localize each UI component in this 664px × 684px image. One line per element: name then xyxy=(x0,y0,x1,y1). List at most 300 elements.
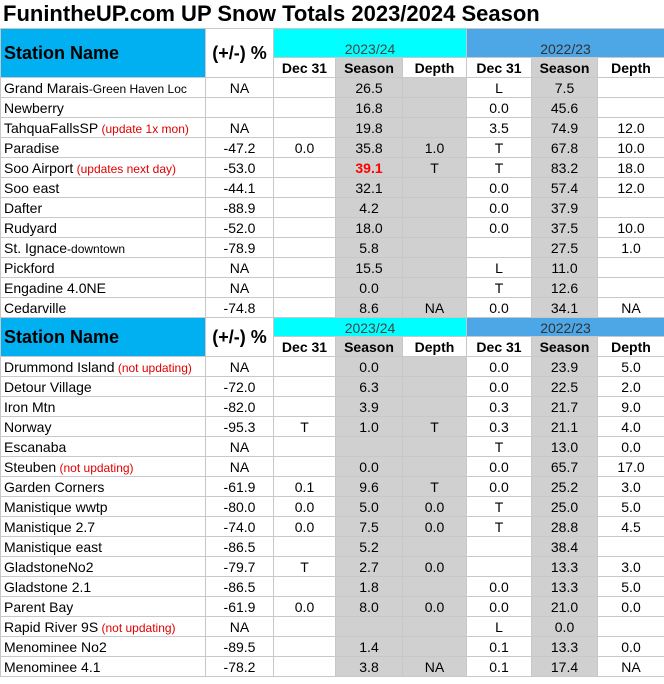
station-name: Soo east xyxy=(4,179,60,196)
previous-depth-cell: 17.0 xyxy=(598,457,664,477)
pct-header: (+/-) % xyxy=(206,318,274,357)
previous-dec31-cell: T xyxy=(467,138,532,158)
current-season-cell: 39.1 xyxy=(336,158,403,178)
current-dec31-cell xyxy=(274,637,336,657)
station-row xyxy=(1,577,664,597)
pct-cell: -53.0 xyxy=(206,158,274,178)
previous-season-cell: 13.3 xyxy=(532,557,598,577)
station-name: Manistique east xyxy=(4,538,103,555)
station-name: Engadine 4.0NE xyxy=(4,279,106,296)
station-row xyxy=(1,397,664,417)
station-name: Pickford xyxy=(4,259,55,276)
current-dec31-cell xyxy=(274,457,336,477)
current-season-cell: 26.5 xyxy=(336,78,403,98)
previous-season-cell: 23.9 xyxy=(532,357,598,377)
previous-depth-cell: 10.0 xyxy=(598,218,664,238)
current-depth-cell: NA xyxy=(403,298,467,318)
current-dec31-cell: 0.1 xyxy=(274,477,336,497)
pct-cell: NA xyxy=(206,78,274,98)
station-name-cell xyxy=(1,98,206,118)
current-depth-cell xyxy=(403,357,467,377)
previous-depth-cell xyxy=(598,198,664,218)
current-depth-cell: T xyxy=(403,158,467,178)
station-name-cell xyxy=(1,637,206,657)
column-header: Dec 31 xyxy=(274,337,336,357)
current-dec31-cell xyxy=(274,537,336,557)
station-row xyxy=(1,437,664,457)
pct-cell: -74.0 xyxy=(206,517,274,537)
current-depth-cell xyxy=(403,577,467,597)
previous-season-cell: 21.1 xyxy=(532,417,598,437)
previous-depth-cell: 1.0 xyxy=(598,238,664,258)
previous-season-cell: 21.7 xyxy=(532,397,598,417)
previous-depth-cell xyxy=(598,537,664,557)
previous-season-cell: 74.9 xyxy=(532,118,598,138)
current-dec31-cell xyxy=(274,577,336,597)
current-dec31-cell xyxy=(274,98,336,118)
current-season-cell xyxy=(336,617,403,637)
station-note: (update 1x mon) xyxy=(98,121,189,136)
current-dec31-cell: 0.0 xyxy=(274,138,336,158)
year-current-header: 2023/24 xyxy=(274,29,467,58)
previous-dec31-cell: L xyxy=(467,617,532,637)
station-name-cell xyxy=(1,497,206,517)
station-note: -Green Haven Loc xyxy=(88,81,187,96)
column-header: Depth xyxy=(403,58,467,78)
current-season-cell: 1.0 xyxy=(336,417,403,437)
previous-season-cell: 25.0 xyxy=(532,497,598,517)
column-header: Depth xyxy=(598,337,664,357)
current-dec31-cell: T xyxy=(274,557,336,577)
current-dec31-cell xyxy=(274,357,336,377)
current-season-cell: 1.8 xyxy=(336,577,403,597)
station-name: Iron Mtn xyxy=(4,398,56,415)
station-note: -downtown xyxy=(67,241,126,256)
column-header: Dec 31 xyxy=(467,58,532,78)
current-depth-cell: 0.0 xyxy=(403,597,467,617)
previous-season-cell: 21.0 xyxy=(532,597,598,617)
pct-cell: -47.2 xyxy=(206,138,274,158)
previous-depth-cell: 5.0 xyxy=(598,497,664,517)
station-note: (not updating) xyxy=(98,620,176,635)
column-header: Season xyxy=(532,337,598,357)
station-name-cell xyxy=(1,118,206,138)
station-name: Drummond Island xyxy=(4,358,115,375)
current-dec31-cell xyxy=(274,657,336,677)
current-season-cell: 0.0 xyxy=(336,357,403,377)
station-name: Manistique 2.7 xyxy=(4,518,96,535)
station-name: Menominee No2 xyxy=(4,638,107,655)
current-dec31-cell xyxy=(274,158,336,178)
current-dec31-cell xyxy=(274,617,336,637)
previous-depth-cell: 12.0 xyxy=(598,118,664,138)
previous-depth-cell: 18.0 xyxy=(598,158,664,178)
current-depth-cell: 1.0 xyxy=(403,138,467,158)
current-dec31-cell: 0.0 xyxy=(274,497,336,517)
previous-dec31-cell: 0.0 xyxy=(467,477,532,497)
pct-cell: -52.0 xyxy=(206,218,274,238)
previous-dec31-cell: 0.0 xyxy=(467,357,532,377)
page-title: FunintheUP.com UP Snow Totals 2023/2024 Season xyxy=(3,1,540,26)
previous-dec31-cell: 0.0 xyxy=(467,597,532,617)
previous-season-cell: 38.4 xyxy=(532,537,598,557)
station-row xyxy=(1,98,664,118)
previous-season-cell: 27.5 xyxy=(532,238,598,258)
current-season-cell: 6.3 xyxy=(336,377,403,397)
station-name-header: Station Name xyxy=(1,29,206,78)
previous-season-cell: 67.8 xyxy=(532,138,598,158)
current-dec31-cell xyxy=(274,218,336,238)
current-season-cell: 7.5 xyxy=(336,517,403,537)
previous-depth-cell xyxy=(598,278,664,298)
current-depth-cell xyxy=(403,537,467,557)
station-name-cell xyxy=(1,377,206,397)
previous-season-cell: 0.0 xyxy=(532,617,598,637)
current-season-cell: 0.0 xyxy=(336,278,403,298)
station-row xyxy=(1,457,664,477)
station-row xyxy=(1,377,664,397)
previous-depth-cell xyxy=(598,78,664,98)
station-name-cell xyxy=(1,617,206,637)
station-name: Steuben xyxy=(4,458,57,475)
current-season-cell: 5.8 xyxy=(336,238,403,258)
column-header: Season xyxy=(336,58,403,78)
previous-season-cell: 28.8 xyxy=(532,517,598,537)
current-dec31-cell xyxy=(274,397,336,417)
current-depth-cell xyxy=(403,78,467,98)
current-season-cell xyxy=(336,437,403,457)
station-name-cell xyxy=(1,437,206,457)
current-season-cell: 5.2 xyxy=(336,537,403,557)
previous-dec31-cell: 0.3 xyxy=(467,417,532,437)
column-header: Season xyxy=(532,58,598,78)
previous-depth-cell xyxy=(598,617,664,637)
station-name: Gladstone 2.1 xyxy=(4,578,92,595)
previous-dec31-cell xyxy=(467,238,532,258)
current-depth-cell xyxy=(403,178,467,198)
current-depth-cell xyxy=(403,637,467,657)
station-name-cell xyxy=(1,198,206,218)
station-name-cell xyxy=(1,597,206,617)
station-name-cell xyxy=(1,417,206,437)
current-dec31-cell xyxy=(274,377,336,397)
station-row xyxy=(1,218,664,238)
station-name-cell xyxy=(1,557,206,577)
column-header: Season xyxy=(336,337,403,357)
pct-cell: -78.9 xyxy=(206,238,274,258)
station-row xyxy=(1,597,664,617)
previous-season-cell: 25.2 xyxy=(532,477,598,497)
current-season-cell: 5.0 xyxy=(336,497,403,517)
previous-season-cell: 22.5 xyxy=(532,377,598,397)
current-dec31-cell xyxy=(274,178,336,198)
year-header-row xyxy=(1,29,664,58)
station-name: GladstoneNo2 xyxy=(4,558,94,575)
station-name: Garden Corners xyxy=(4,478,105,495)
previous-season-cell: 13.3 xyxy=(532,637,598,657)
previous-dec31-cell xyxy=(467,557,532,577)
previous-depth-cell: 3.0 xyxy=(598,557,664,577)
pct-cell: NA xyxy=(206,617,274,637)
current-depth-cell xyxy=(403,238,467,258)
previous-season-cell: 13.0 xyxy=(532,437,598,457)
station-row xyxy=(1,617,664,637)
current-dec31-cell xyxy=(274,278,336,298)
previous-season-cell: 7.5 xyxy=(532,78,598,98)
station-row xyxy=(1,118,664,138)
current-season-cell: 4.2 xyxy=(336,198,403,218)
station-row xyxy=(1,417,664,437)
current-dec31-cell xyxy=(274,78,336,98)
previous-season-cell: 37.9 xyxy=(532,198,598,218)
pct-cell: -79.7 xyxy=(206,557,274,577)
pct-header: (+/-) % xyxy=(206,29,274,78)
current-season-cell: 32.1 xyxy=(336,178,403,198)
station-name-cell xyxy=(1,657,206,677)
station-name: Menominee 4.1 xyxy=(4,658,101,675)
previous-dec31-cell: T xyxy=(467,278,532,298)
previous-dec31-cell: 3.5 xyxy=(467,118,532,138)
current-depth-cell: T xyxy=(403,417,467,437)
current-dec31-cell: 0.0 xyxy=(274,597,336,617)
previous-depth-cell: 5.0 xyxy=(598,577,664,597)
current-depth-cell xyxy=(403,377,467,397)
current-season-cell: 19.8 xyxy=(336,118,403,138)
current-dec31-cell xyxy=(274,437,336,457)
pct-cell: NA xyxy=(206,118,274,138)
pct-cell: -89.5 xyxy=(206,637,274,657)
station-name-cell xyxy=(1,218,206,238)
pct-cell: -72.0 xyxy=(206,377,274,397)
previous-depth-cell xyxy=(598,258,664,278)
previous-depth-cell: NA xyxy=(598,298,664,318)
pct-cell: -61.9 xyxy=(206,477,274,497)
previous-depth-cell: 10.0 xyxy=(598,138,664,158)
station-name: TahquaFallsSP xyxy=(4,119,99,136)
station-name-cell xyxy=(1,238,206,258)
station-row xyxy=(1,657,664,677)
station-note: (updates next day) xyxy=(73,161,176,176)
current-depth-cell xyxy=(403,258,467,278)
previous-season-cell: 34.1 xyxy=(532,298,598,318)
pct-cell: -86.5 xyxy=(206,537,274,557)
previous-dec31-cell: 0.0 xyxy=(467,218,532,238)
previous-depth-cell: 0.0 xyxy=(598,637,664,657)
current-depth-cell: NA xyxy=(403,657,467,677)
previous-dec31-cell: L xyxy=(467,258,532,278)
station-name-cell xyxy=(1,537,206,557)
current-season-cell: 0.0 xyxy=(336,457,403,477)
previous-depth-cell: 4.0 xyxy=(598,417,664,437)
current-dec31-cell: 0.0 xyxy=(274,517,336,537)
snow-totals-table xyxy=(0,28,664,677)
pct-cell: NA xyxy=(206,258,274,278)
current-depth-cell xyxy=(403,198,467,218)
current-dec31-cell xyxy=(274,198,336,218)
pct-cell: -80.0 xyxy=(206,497,274,517)
station-row xyxy=(1,357,664,377)
station-name: Newberry xyxy=(4,99,64,116)
pct-cell: -74.8 xyxy=(206,298,274,318)
current-season-cell: 2.7 xyxy=(336,557,403,577)
station-name: Dafter xyxy=(4,199,43,216)
station-name-cell xyxy=(1,138,206,158)
previous-depth-cell xyxy=(598,98,664,118)
station-name-cell xyxy=(1,477,206,497)
station-name: Grand Marais xyxy=(4,79,89,96)
pct-cell: -61.9 xyxy=(206,597,274,617)
station-row xyxy=(1,198,664,218)
column-header: Dec 31 xyxy=(467,337,532,357)
previous-depth-cell: 4.5 xyxy=(598,517,664,537)
current-depth-cell xyxy=(403,437,467,457)
current-depth-cell xyxy=(403,118,467,138)
current-dec31-cell xyxy=(274,118,336,138)
station-name-cell xyxy=(1,457,206,477)
previous-dec31-cell: 0.3 xyxy=(467,397,532,417)
previous-dec31-cell: T xyxy=(467,497,532,517)
pct-cell: -78.2 xyxy=(206,657,274,677)
station-row xyxy=(1,258,664,278)
previous-dec31-cell: 0.0 xyxy=(467,178,532,198)
station-name-cell xyxy=(1,357,206,377)
previous-season-cell: 65.7 xyxy=(532,457,598,477)
station-row xyxy=(1,298,664,318)
current-season-cell: 3.8 xyxy=(336,657,403,677)
previous-dec31-cell: 0.1 xyxy=(467,637,532,657)
previous-dec31-cell: 0.0 xyxy=(467,577,532,597)
station-name: Parent Bay xyxy=(4,598,74,615)
current-depth-cell xyxy=(403,457,467,477)
year-previous-header: 2022/23 xyxy=(467,318,664,337)
station-name: Escanaba xyxy=(4,438,67,455)
previous-dec31-cell: 0.1 xyxy=(467,657,532,677)
year-previous-header: 2022/23 xyxy=(467,29,664,58)
previous-season-cell: 45.6 xyxy=(532,98,598,118)
station-name-cell xyxy=(1,517,206,537)
station-name: Rudyard xyxy=(4,219,57,236)
station-name: Manistique wwtp xyxy=(4,498,108,515)
previous-dec31-cell: 0.0 xyxy=(467,98,532,118)
previous-depth-cell: 5.0 xyxy=(598,357,664,377)
previous-depth-cell: 12.0 xyxy=(598,178,664,198)
previous-season-cell: 17.4 xyxy=(532,657,598,677)
current-season-cell: 8.6 xyxy=(336,298,403,318)
pct-cell xyxy=(206,98,274,118)
station-name-cell xyxy=(1,397,206,417)
station-row xyxy=(1,138,664,158)
station-name-cell xyxy=(1,78,206,98)
current-depth-cell: 0.0 xyxy=(403,497,467,517)
previous-dec31-cell: 0.0 xyxy=(467,377,532,397)
pct-cell: -88.9 xyxy=(206,198,274,218)
previous-dec31-cell: 0.0 xyxy=(467,198,532,218)
pct-cell: NA xyxy=(206,357,274,377)
station-name-cell xyxy=(1,577,206,597)
current-depth-cell xyxy=(403,617,467,637)
current-depth-cell xyxy=(403,397,467,417)
column-header: Depth xyxy=(403,337,467,357)
column-header: Dec 31 xyxy=(274,58,336,78)
station-name: Cedarville xyxy=(4,299,67,316)
current-season-cell: 9.6 xyxy=(336,477,403,497)
station-name-cell xyxy=(1,178,206,198)
current-season-cell: 8.0 xyxy=(336,597,403,617)
previous-season-cell: 37.5 xyxy=(532,218,598,238)
current-dec31-cell: T xyxy=(274,417,336,437)
year-header-row xyxy=(1,318,664,337)
previous-depth-cell: 2.0 xyxy=(598,377,664,397)
station-name: Norway xyxy=(4,418,52,435)
previous-dec31-cell: 0.0 xyxy=(467,298,532,318)
station-name-header: Station Name xyxy=(1,318,206,357)
current-depth-cell xyxy=(403,98,467,118)
station-row xyxy=(1,497,664,517)
previous-depth-cell: 0.0 xyxy=(598,437,664,457)
pct-cell: -95.3 xyxy=(206,417,274,437)
pct-cell: -86.5 xyxy=(206,577,274,597)
previous-depth-cell: 3.0 xyxy=(598,477,664,497)
station-row xyxy=(1,278,664,298)
column-header: Depth xyxy=(598,58,664,78)
station-row xyxy=(1,158,664,178)
current-depth-cell: 0.0 xyxy=(403,517,467,537)
pct-cell: NA xyxy=(206,457,274,477)
previous-depth-cell: 0.0 xyxy=(598,597,664,617)
pct-cell: NA xyxy=(206,278,274,298)
station-row xyxy=(1,477,664,497)
current-depth-cell xyxy=(403,278,467,298)
pct-cell: NA xyxy=(206,437,274,457)
current-dec31-cell xyxy=(274,298,336,318)
current-depth-cell: T xyxy=(403,477,467,497)
pct-cell: -82.0 xyxy=(206,397,274,417)
station-row xyxy=(1,517,664,537)
previous-depth-cell: 9.0 xyxy=(598,397,664,417)
station-name-cell xyxy=(1,258,206,278)
station-name-cell xyxy=(1,158,206,178)
current-dec31-cell xyxy=(274,258,336,278)
station-note: (not updating) xyxy=(114,360,192,375)
station-note: (not updating) xyxy=(56,460,134,475)
pct-cell: -44.1 xyxy=(206,178,274,198)
station-name-cell xyxy=(1,278,206,298)
current-season-cell: 15.5 xyxy=(336,258,403,278)
current-depth-cell xyxy=(403,218,467,238)
previous-dec31-cell: T xyxy=(467,158,532,178)
current-season-cell: 18.0 xyxy=(336,218,403,238)
station-row xyxy=(1,238,664,258)
previous-dec31-cell: L xyxy=(467,78,532,98)
station-name: Detour Village xyxy=(4,378,92,395)
station-row xyxy=(1,78,664,98)
current-depth-cell: 0.0 xyxy=(403,557,467,577)
station-name: Paradise xyxy=(4,139,60,156)
previous-dec31-cell xyxy=(467,537,532,557)
station-row xyxy=(1,637,664,657)
station-row xyxy=(1,178,664,198)
year-current-header: 2023/24 xyxy=(274,318,467,337)
previous-dec31-cell: 0.0 xyxy=(467,457,532,477)
previous-dec31-cell: T xyxy=(467,437,532,457)
station-name-cell xyxy=(1,298,206,318)
station-name: Soo Airport xyxy=(4,159,74,176)
previous-season-cell: 13.3 xyxy=(532,577,598,597)
current-season-cell: 16.8 xyxy=(336,98,403,118)
station-row xyxy=(1,557,664,577)
station-name: St. Ignace xyxy=(4,239,68,256)
current-season-cell: 3.9 xyxy=(336,397,403,417)
